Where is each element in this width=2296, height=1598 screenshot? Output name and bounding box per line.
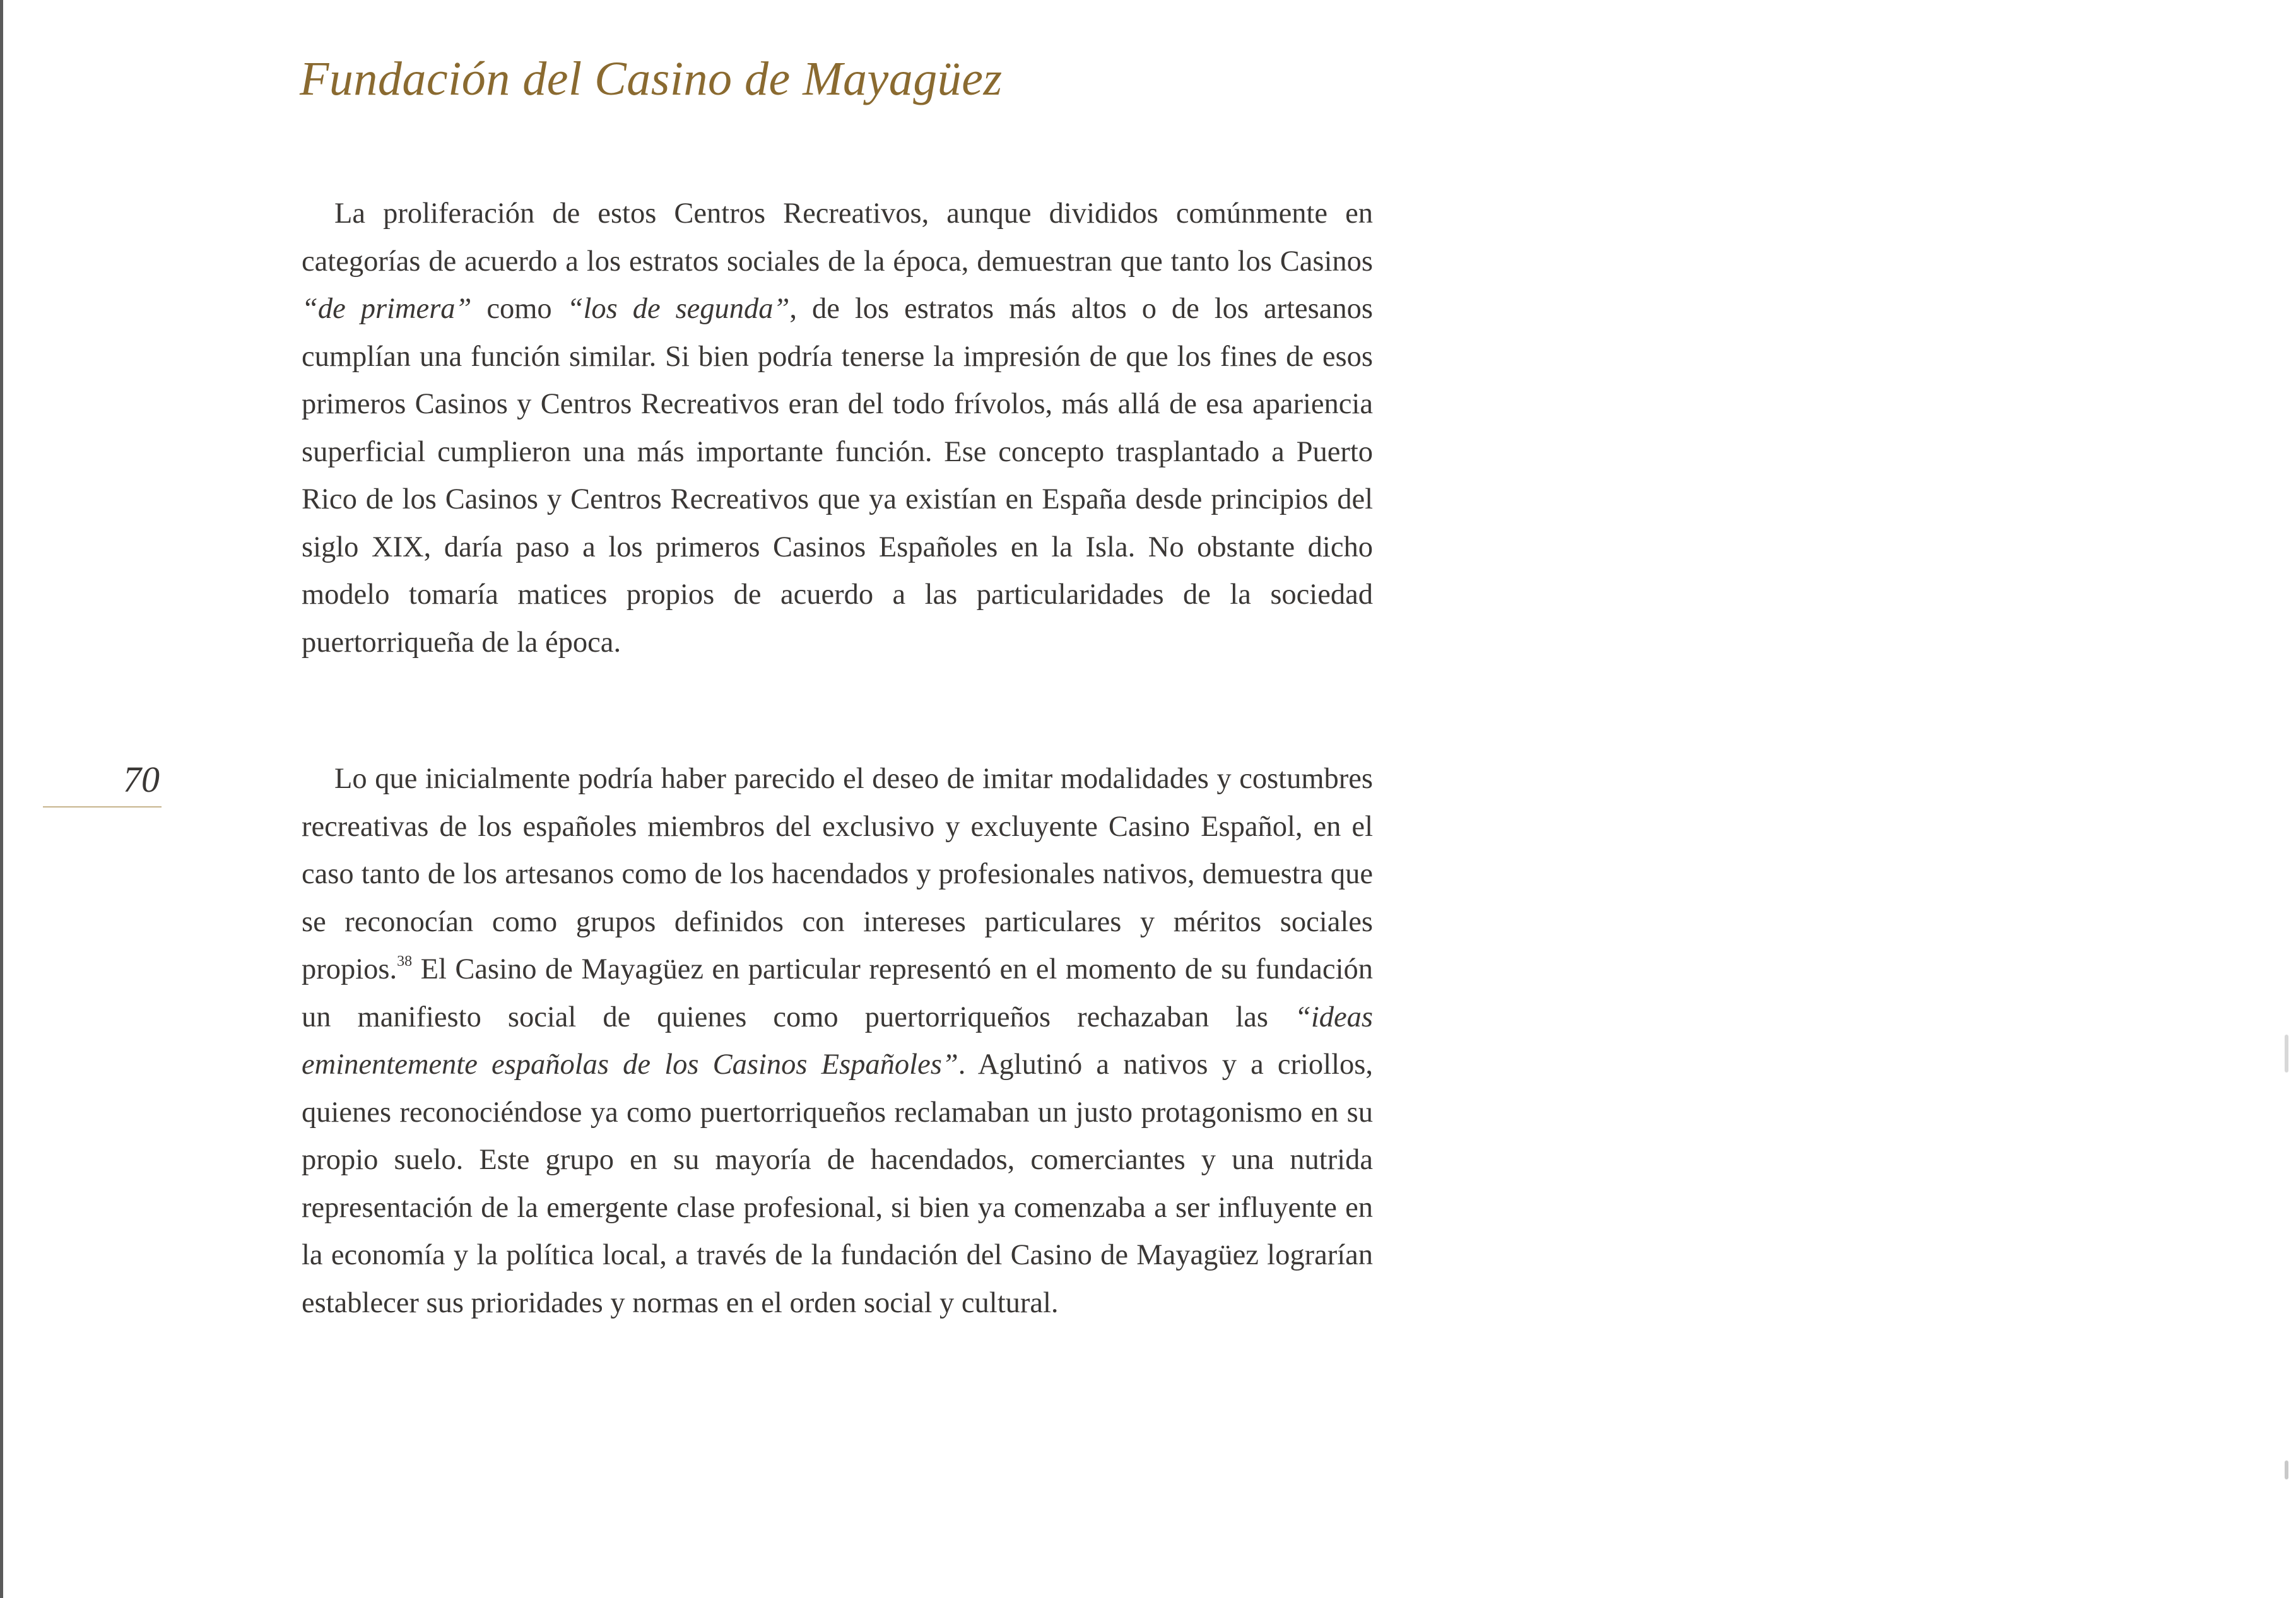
paragraph-text: . Aglutinó a nativos y a criollos, quienes reconociéndose ya como puertorriqueños reclamaban un justo protagonismo en su propio suelo. Este grupo en su mayoría de hacendados, comerciantes y una nutrida representación de la emergente clase profesional, si bien ya comenzaba a ser influyente en la economía y la política local, a través de la fundación del Casino de Mayagüez lograrían establecer sus prioridades y normas en el orden social y cultural.	[302, 1049, 1373, 1319]
italic-quote: “de primera”	[302, 293, 472, 325]
page-number-rule	[43, 806, 162, 808]
page-number: 70	[123, 759, 160, 800]
paragraph-text: La proliferación de estos Centros Recreativos, aunque divididos comúnmente en categorías de acuerdo a los estratos sociales de la época, demuestran que tanto los Casinos	[302, 197, 1373, 278]
italic-quote: “ideas eminentemente españolas de los Casinos Españoles”	[302, 1001, 1373, 1081]
scan-edge-mark	[2285, 1035, 2288, 1072]
scan-edge-mark	[2285, 1460, 2288, 1479]
paragraph-text: , de los estratos más altos o de los artesanos cumplían una función similar. Si bien podría tenerse la impresión de que los fines de esos primeros Casinos y Centros Recreativos eran del todo frívolos, más allá de esa apariencia superficial cumplieron una más importante función. Ese concepto trasplantado a Puerto Rico de los Casinos y Centros Recreativos que ya existían en España desde principios del siglo XIX, daría paso a los primeros Casinos Españoles en la Isla. No obstante dicho modelo tomaría matices propios de acuerdo a las particularidades de la sociedad puertorriqueña de la época.	[302, 293, 1373, 659]
body-paragraph-1	[302, 190, 1373, 666]
page-title: Fundación del Casino de Mayagüez	[300, 52, 1003, 105]
paragraph-text: como	[471, 293, 567, 325]
paragraph-text: Lo que inicialmente podría haber parecido el deseo de imitar modalidades y costumbres recreativas de los españoles miembros del exclusivo y excluyente Casino Español, en el caso tanto de los artesanos como de los hacendados y profesionales nativos, demuestra que se reconocían como grupos definidos con intereses particulares y méritos sociales propios.	[302, 763, 1373, 985]
footnote-marker[interactable]: 38	[397, 953, 413, 970]
italic-quote: “los de segunda”	[567, 293, 790, 325]
body-paragraph-2	[302, 755, 1373, 1327]
paragraph-text: El Casino de Mayagüez en particular representó en el momento de su fundación un manifiesto social de quienes como puertorriqueños rechazaban las	[302, 953, 1373, 1033]
page-edge-rule	[0, 0, 3, 1598]
